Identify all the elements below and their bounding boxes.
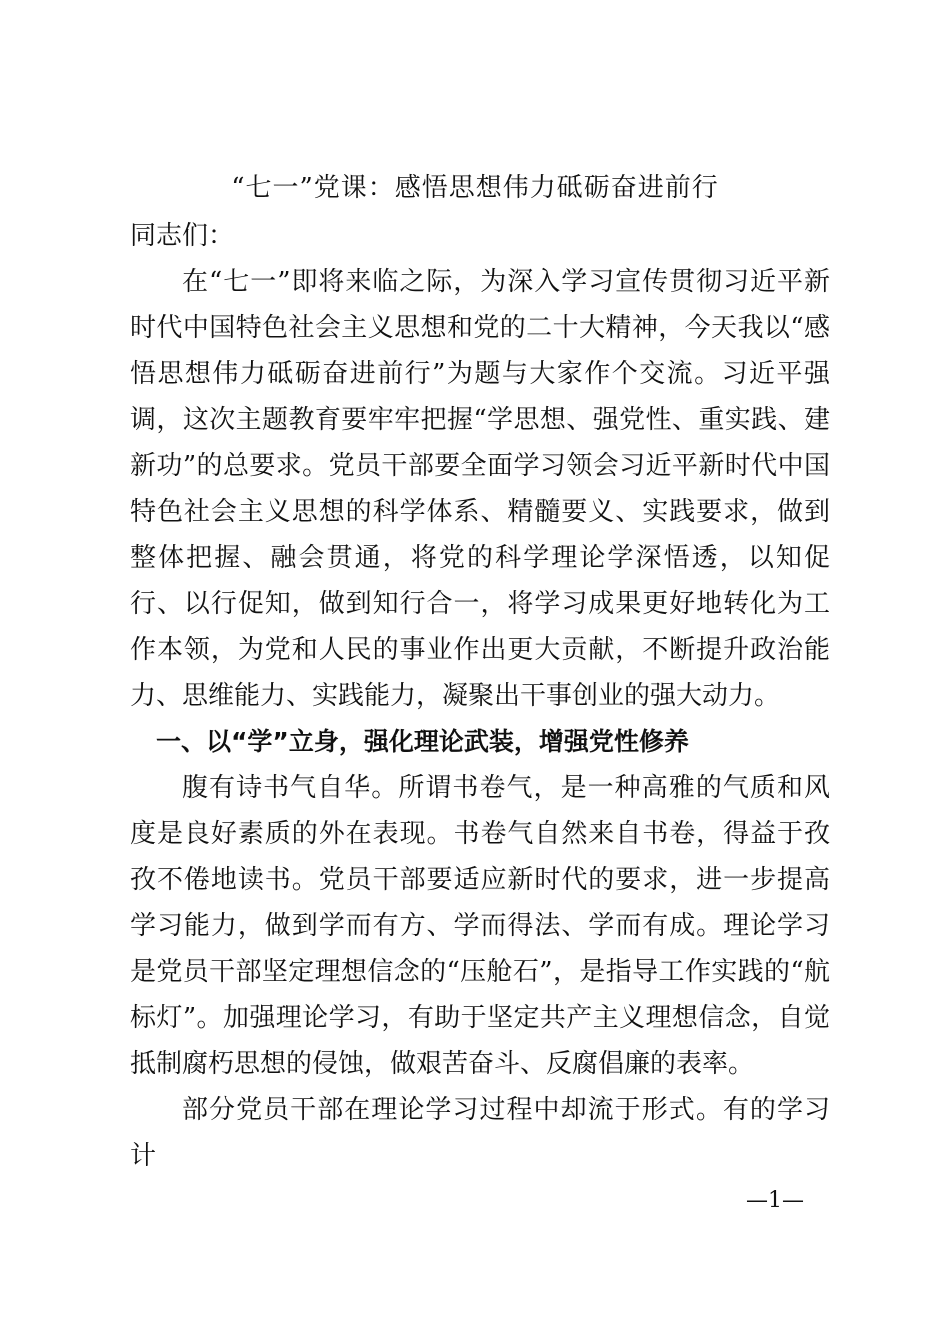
document-body xyxy=(130,213,830,1179)
body-paragraph-continued: 部分党员干部在理论学习过程中却流于形式。有的学习计 xyxy=(130,1095,830,1171)
document-title: “七一”党课：感悟思想伟力砥砺奋进前行 xyxy=(231,173,719,203)
page-number: —1— xyxy=(746,1188,804,1213)
section-heading: 一、以“学”立身，强化理论武装，增强党性修养 xyxy=(156,727,689,756)
body-paragraph: 腹有诗书气自华。所谓书卷气，是一种高雅的气质和风度是良好素质的外在表现。书卷气自然来自书卷，得益于孜孜不倦地读书。党员干部要适应新时代的要求，进一步提高学习能力，做到学而有方、学而得法、学而有成。理论学习是党员干部坚定理想信念的“压舱石”，是指导工作实践的“航标灯”。加强理论学习，有助于坚定共产主义理想信念，自觉抵制腐朽思想的侵蚀，做艰苦奋斗、反腐倡廉的表率。 xyxy=(130,773,830,1079)
intro-paragraph: 在“七一”即将来临之际，为深入学习宣传贯彻习近平新时代中国特色社会主义思想和党的二十大精神，今天我以“感悟思想伟力砥砺奋进前行”为题与大家作个交流。习近平强调，这次主题教育要牢牢把握“学思想、强党性、重实践、建新功”的总要求。党员干部要全面学习领会习近平新时代中国特色社会主义思想的科学体系、精髓要义、实践要求，做到整体把握、融会贯通，将党的科学理论学深悟透，以知促行、以行促知，做到知行合一，将学习成果更好地转化为工作本领，为党和人民的事业作出更大贡献，不断提升政治能力、思维能力、实践能力，凝聚出干事创业的强大动力。 xyxy=(130,267,830,711)
salutation: 同志们： xyxy=(130,221,235,251)
